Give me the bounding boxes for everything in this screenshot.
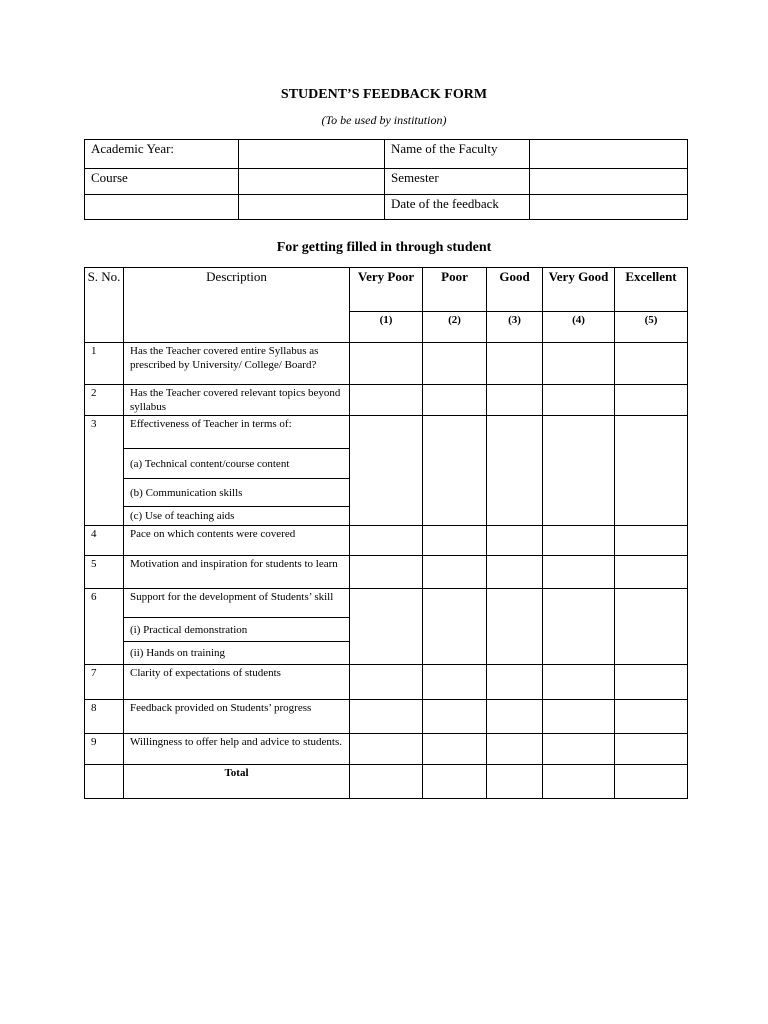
rating-header-very-good: Very Good bbox=[543, 268, 615, 312]
row-description: Motivation and inspiration for students to learn bbox=[124, 556, 350, 589]
rating-number: (1) bbox=[350, 312, 423, 343]
table-row bbox=[85, 734, 688, 765]
rating-cell-very-poor[interactable] bbox=[350, 700, 423, 734]
rating-cell-very-good[interactable] bbox=[543, 343, 615, 385]
sub-item-description: (i) Practical demonstration bbox=[124, 618, 350, 642]
total-cell-very-good[interactable] bbox=[543, 765, 615, 799]
semester-field[interactable] bbox=[530, 169, 688, 195]
row-description: Has the Teacher covered entire Syllabus as prescribed by University/ College/ Board? bbox=[124, 343, 350, 385]
sub-item-description: (ii) Hands on training bbox=[124, 642, 350, 665]
rating-cell-poor[interactable] bbox=[423, 700, 487, 734]
form-subtitle: (To be used by institution) bbox=[321, 113, 447, 127]
total-cell-good[interactable] bbox=[487, 765, 543, 799]
rating-cell-poor[interactable] bbox=[423, 589, 487, 665]
rating-header-excellent: Excellent bbox=[615, 268, 688, 312]
total-row bbox=[85, 765, 688, 799]
table-row bbox=[85, 526, 688, 556]
row-number: 4 bbox=[85, 526, 124, 556]
rating-cell-excellent[interactable] bbox=[615, 665, 688, 700]
rating-cell-excellent[interactable] bbox=[615, 589, 688, 665]
rating-cell-very-poor[interactable] bbox=[350, 665, 423, 700]
rating-cell-very-good[interactable] bbox=[543, 416, 615, 526]
rating-cell-poor[interactable] bbox=[423, 665, 487, 700]
table-row bbox=[85, 700, 688, 734]
rating-cell-good[interactable] bbox=[487, 385, 543, 416]
sub-item-description: (c) Use of teaching aids bbox=[124, 507, 350, 526]
semester-label: Semester bbox=[385, 169, 530, 195]
total-cell-poor[interactable] bbox=[423, 765, 487, 799]
rating-header-very-poor: Very Poor bbox=[350, 268, 423, 312]
rating-cell-very-poor[interactable] bbox=[350, 526, 423, 556]
rating-cell-very-good[interactable] bbox=[543, 385, 615, 416]
sno-header: S. No. bbox=[85, 268, 124, 343]
rating-cell-poor[interactable] bbox=[423, 526, 487, 556]
row-number: 8 bbox=[85, 700, 124, 734]
row-description: Support for the development of Students’ skill bbox=[124, 589, 350, 618]
row-number: 3 bbox=[85, 416, 124, 526]
rating-cell-very-poor[interactable] bbox=[350, 385, 423, 416]
rating-header-poor: Poor bbox=[423, 268, 487, 312]
table-row bbox=[85, 556, 688, 589]
rating-cell-good[interactable] bbox=[487, 556, 543, 589]
rating-cell-poor[interactable] bbox=[423, 734, 487, 765]
rating-cell-poor[interactable] bbox=[423, 416, 487, 526]
section-title: For getting filled in through student bbox=[276, 240, 492, 255]
rating-cell-poor[interactable] bbox=[423, 385, 487, 416]
rating-cell-good[interactable] bbox=[487, 416, 543, 526]
blank-cell bbox=[239, 195, 385, 220]
row-number: 1 bbox=[85, 343, 124, 385]
rating-cell-excellent[interactable] bbox=[615, 526, 688, 556]
rating-cell-very-good[interactable] bbox=[543, 526, 615, 556]
course-label: Course bbox=[85, 169, 239, 195]
total-cell-excellent[interactable] bbox=[615, 765, 688, 799]
rating-number: (4) bbox=[543, 312, 615, 343]
rating-number: (3) bbox=[487, 312, 543, 343]
rating-cell-very-poor[interactable] bbox=[350, 556, 423, 589]
rating-cell-very-good[interactable] bbox=[543, 556, 615, 589]
rating-cell-very-poor[interactable] bbox=[350, 343, 423, 385]
rating-cell-excellent[interactable] bbox=[615, 700, 688, 734]
feedback-date-field[interactable] bbox=[530, 195, 688, 220]
row-description: Willingness to offer help and advice to students. bbox=[124, 734, 350, 765]
sub-item-description: (b) Communication skills bbox=[124, 479, 350, 507]
rating-number: (2) bbox=[423, 312, 487, 343]
total-cell-very-poor[interactable] bbox=[350, 765, 423, 799]
row-description: Has the Teacher covered relevant topics beyond syllabus bbox=[124, 385, 350, 416]
rating-cell-excellent[interactable] bbox=[615, 734, 688, 765]
row-description: Clarity of expectations of students bbox=[124, 665, 350, 700]
row-description: Pace on which contents were covered bbox=[124, 526, 350, 556]
row-description: Feedback provided on Students’ progress bbox=[124, 700, 350, 734]
table-row bbox=[85, 385, 688, 416]
row-description: Effectiveness of Teacher in terms of: bbox=[124, 416, 350, 449]
rating-cell-very-poor[interactable] bbox=[350, 734, 423, 765]
row-number: 5 bbox=[85, 556, 124, 589]
rating-cell-good[interactable] bbox=[487, 343, 543, 385]
blank-cell bbox=[85, 195, 239, 220]
rating-cell-very-good[interactable] bbox=[543, 589, 615, 665]
description-header: Description bbox=[124, 268, 350, 343]
rating-cell-good[interactable] bbox=[487, 665, 543, 700]
academic-year-field[interactable] bbox=[239, 140, 385, 169]
form-title: STUDENT’S FEEDBACK FORM bbox=[280, 87, 488, 102]
sub-item-description: (a) Technical content/course content bbox=[124, 449, 350, 479]
rating-cell-good[interactable] bbox=[487, 526, 543, 556]
feedback-date-label: Date of the feedback bbox=[385, 195, 530, 220]
rating-cell-excellent[interactable] bbox=[615, 343, 688, 385]
rating-cell-excellent[interactable] bbox=[615, 416, 688, 526]
faculty-name-field[interactable] bbox=[530, 140, 688, 169]
academic-year-label: Academic Year: bbox=[85, 140, 239, 169]
rating-header-good: Good bbox=[487, 268, 543, 312]
row-number: 2 bbox=[85, 385, 124, 416]
table-row bbox=[85, 665, 688, 700]
rating-cell-poor[interactable] bbox=[423, 343, 487, 385]
rating-cell-good[interactable] bbox=[487, 700, 543, 734]
rating-cell-excellent[interactable] bbox=[615, 385, 688, 416]
info-table bbox=[84, 139, 688, 220]
row-number: 9 bbox=[85, 734, 124, 765]
rating-cell-very-good[interactable] bbox=[543, 665, 615, 700]
rating-cell-good[interactable] bbox=[487, 734, 543, 765]
blank-cell bbox=[85, 765, 124, 799]
row-number: 7 bbox=[85, 665, 124, 700]
rating-cell-very-good[interactable] bbox=[543, 700, 615, 734]
row-number: 6 bbox=[85, 589, 124, 665]
table-row bbox=[85, 343, 688, 385]
rating-cell-poor[interactable] bbox=[423, 556, 487, 589]
rating-cell-very-poor[interactable] bbox=[350, 416, 423, 526]
feedback-table bbox=[84, 267, 688, 799]
rating-number: (5) bbox=[615, 312, 688, 343]
table-row bbox=[85, 589, 688, 618]
rating-cell-very-good[interactable] bbox=[543, 734, 615, 765]
total-label: Total bbox=[124, 765, 350, 799]
faculty-name-label: Name of the Faculty bbox=[385, 140, 530, 169]
rating-cell-good[interactable] bbox=[487, 589, 543, 665]
course-field[interactable] bbox=[239, 169, 385, 195]
table-row bbox=[85, 416, 688, 449]
rating-cell-excellent[interactable] bbox=[615, 556, 688, 589]
rating-cell-very-poor[interactable] bbox=[350, 589, 423, 665]
